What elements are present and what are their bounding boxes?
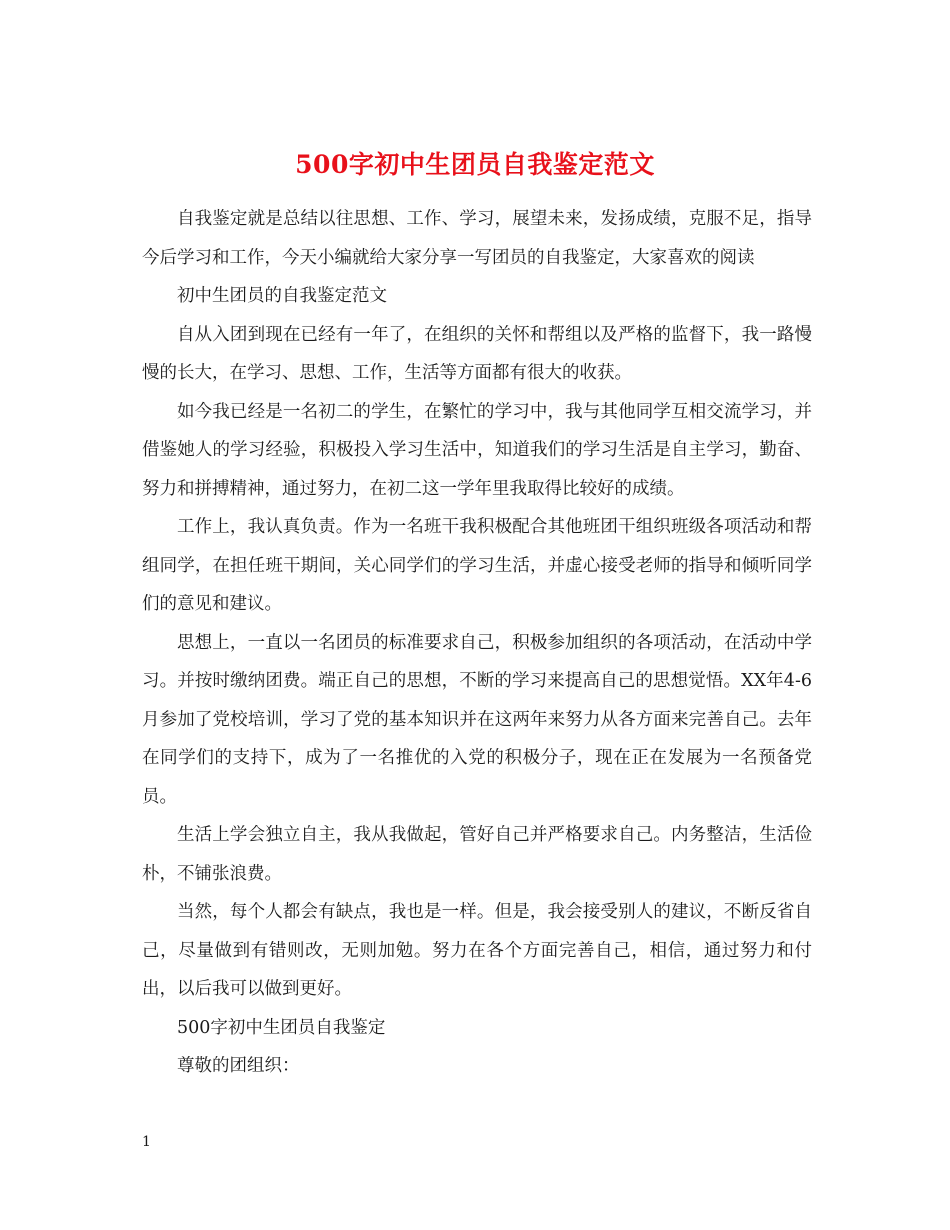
document-title: 500字初中生团员自我鉴定范文 xyxy=(295,149,655,179)
section-heading-500: 500字初中生团员自我鉴定 xyxy=(177,1017,386,1038)
paragraph-work: 工作上，我认真负责。作为一名班干我积极配合其他班团干组织班级各项活动和帮组同学，在担任班干期间，关心同学们的学习生活，并虚心接受老师的指导和倾听同学们的意见和建议。 xyxy=(142,517,812,614)
paragraph-study: 如今我已经是一名初二的学生，在繁忙的学习中，我与其他同学互相交流学习，并借鉴她人的学习经验，积极投入学习生活中，知道我们的学习生活是自主学习，勤奋、努力和拼搏精神，通过努力，在初二这一学年里我取得比较好的成绩。 xyxy=(142,401,812,499)
paragraph-thought: 思想上，一直以一名团员的标准要求自己，积极参加组织的各项活动，在活动中学习。并按时缴纳团费。端正自己的思想，不断的学习来提高自己的思想觉悟。XX年4-6月参加了党校培训，学习了党的基本知识并在这两年来努力从各方面来完善自己。去年在同学们的支持下，成为了一名推优的入党的积极分子，现在正在发展为一名预备党员。 xyxy=(142,632,812,807)
salutation: 尊敬的团组织： xyxy=(177,1056,300,1076)
page-number: 1 xyxy=(142,1134,151,1150)
paragraph-shortcomings: 当然，每个人都会有缺点，我也是一样。但是，我会接受别人的建议，不断反省自己，尽量做到有错则改，无则加勉。努力在各个方面完善自己，相信，通过努力和付出，以后我可以做到更好。 xyxy=(142,902,812,999)
paragraph-intro: 自我鉴定就是总结以往思想、工作、学习，展望未来，发扬成绩，克服不足，指导今后学习和工作，今天小编就给大家分享一写团员的自我鉴定，大家喜欢的阅读 xyxy=(142,209,812,268)
paragraph-life: 生活上学会独立自主，我从我做起，管好自己并严格要求自己。内务整洁，生活俭朴，不铺张浪费。 xyxy=(142,825,812,884)
document-body xyxy=(142,200,812,1086)
section-heading-sample: 初中生团员的自我鉴定范文 xyxy=(177,286,387,306)
paragraph-joining: 自从入团到现在已经有一年了，在组织的关怀和帮组以及严格的监督下，我一路慢慢的长大，在学习、思想、工作，生活等方面都有很大的收获。 xyxy=(142,324,812,383)
